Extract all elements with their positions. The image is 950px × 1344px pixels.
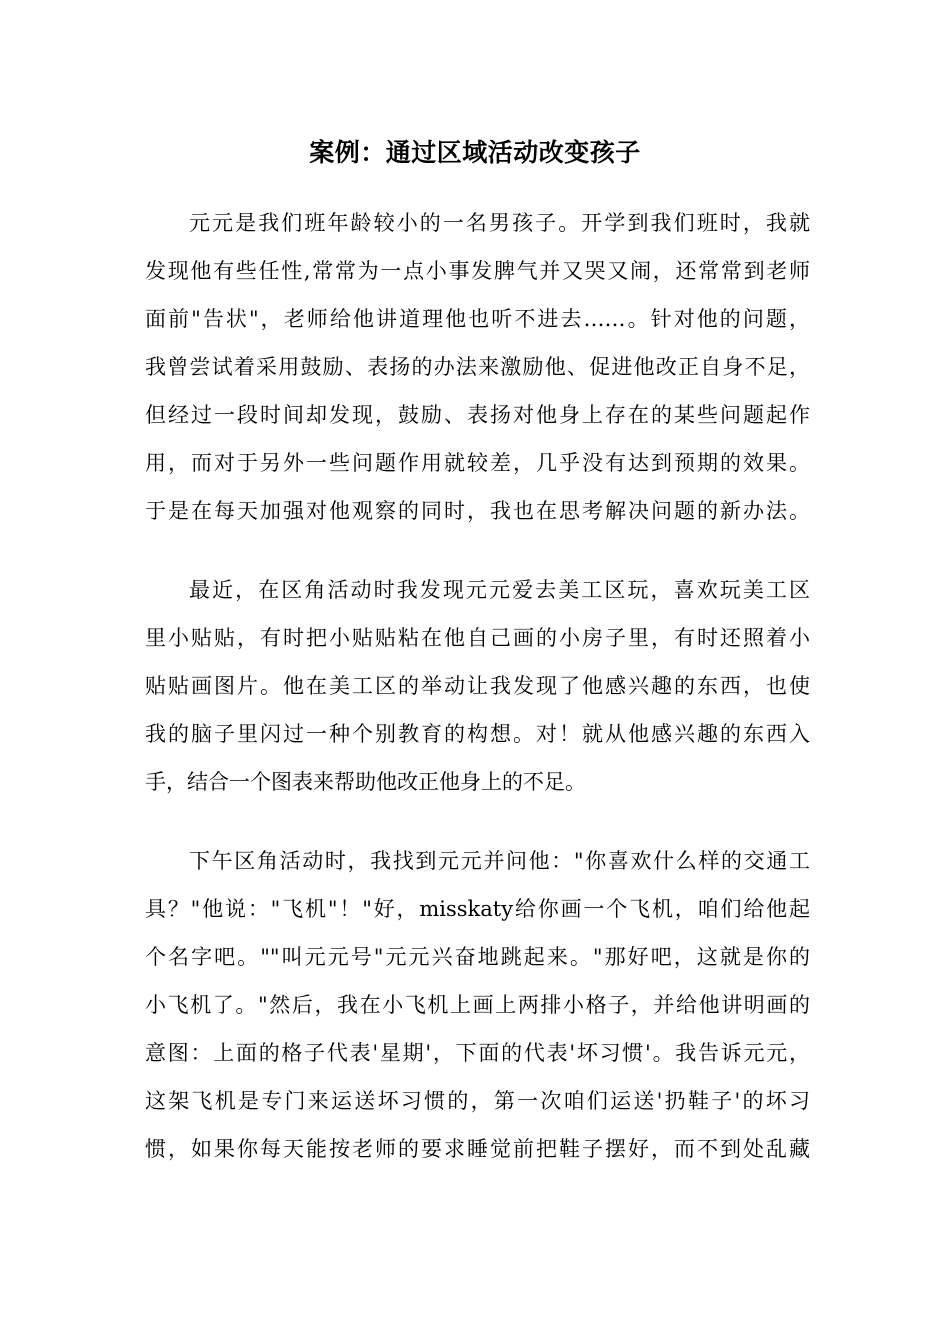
text-line: 我的脑子里闪过一种个别教育的构想。对！就从他感兴趣的东西入 [145,722,810,746]
text-line: 手，结合一个图表来帮助他改正他身上的不足。 [145,770,586,794]
text-line: 具？"他说："飞机"！"好，misskaty给你画一个飞机，咱们给他起 [145,897,810,921]
text-line: 这架飞机是专门来运送坏习惯的，第一次咱们运送'扔鞋子'的坏习 [145,1089,810,1113]
paragraph-1 [145,199,810,535]
text-line: 用，而对于另外一些问题作用就较差，几乎没有达到预期的效果。 [145,451,810,475]
text-line: 最近，在区角活动时我发现元元爱去美工区玩，喜欢玩美工区 [189,578,810,602]
text-line: 惯，如果你每天能按老师的要求睡觉前把鞋子摆好，而不到处乱藏 [145,1137,810,1161]
document-title: 案例：通过区域活动改变孩子 [309,138,641,167]
text-line: 于是在每天加强对他观察的同时，我也在思考解决问题的新办法。 [145,499,810,523]
text-line: 里小贴贴，有时把小贴贴粘在他自己画的小房子里，有时还照着小 [145,626,810,650]
text-line: 下午区角活动时，我找到元元并问他："你喜欢什么样的交通工 [189,849,810,873]
text-line: 发现他有些任性,常常为一点小事发脾气并又哭又闹，还常常到老师 [145,259,810,283]
paragraph-2 [145,566,810,806]
paragraph-3 [145,837,810,1173]
text-line: 个名字吧。""叫元元号"元元兴奋地跳起来。"那好吧，这就是你的 [145,945,810,969]
text-line: 元元是我们班年龄较小的一名男孩子。开学到我们班时，我就 [189,211,810,235]
text-line: 但经过一段时间却发现，鼓励、表扬对他身上存在的某些问题起作 [145,403,810,427]
text-line: 意图：上面的格子代表'星期'，下面的代表'坏习惯'。我告诉元元， [145,1041,810,1065]
text-line: 面前"告状"，老师给他讲道理他也听不进去……。针对他的问题， [145,307,810,331]
text-line: 我曾尝试着采用鼓励、表扬的办法来激励他、促进他改正自身不足， [145,355,810,379]
text-line: 小飞机了。"然后，我在小飞机上画上两排小格子，并给他讲明画的 [145,993,810,1017]
text-line: 贴贴画图片。他在美工区的举动让我发现了他感兴趣的东西，也使 [145,674,810,698]
